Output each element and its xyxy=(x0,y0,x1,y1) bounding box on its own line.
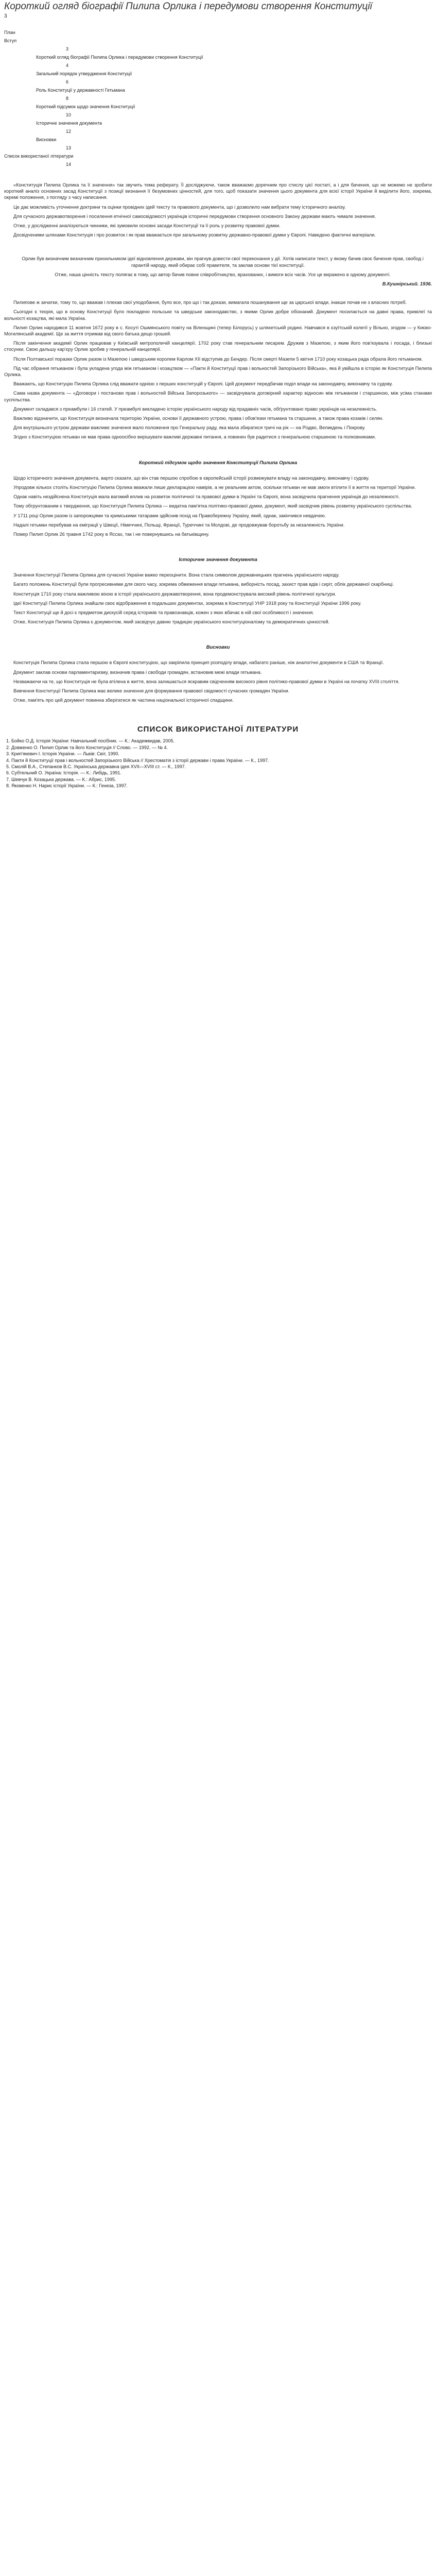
intro-paragraph: Досвідченими шляхами Конституція і про розвиток і як прав вважається при загальному розвитку державно-правової думки у Європі. Наведено фактичні матеріали. xyxy=(13,232,376,238)
conclusion-paragraph: Конституція Пилипа Орлика стала першою в Європі конституцією, що закріпила принцип розподілу влади, набагато раніше, ніж аналогічні документи в США та Франції. xyxy=(13,660,384,666)
toc-item: Історичне значення документа xyxy=(36,121,102,126)
history-paragraph: Конституція 1710 року стала важливою віхою в історії українського державотворення, вона продемонструвала високий рівень політичної культури. xyxy=(13,591,337,597)
body-paragraph: Важливо відзначити, що Конституція визначала територію України, основи її державного устрою, права і обов'язки гетьмана та старшини, а також права козаків і селян. xyxy=(13,416,383,421)
body-paragraph: Після закінчення академії Орлик працював у Київській митрополичій канцелярії. 1702 року став генеральним писарем. Дружив з Мазепою, з яким його пов'язувала і посада, і близькі стосунки. Свою дальшу кар'єру Орлик зробив у генеральній канцелярії. xyxy=(4,341,432,352)
summary-section xyxy=(4,475,432,537)
references-title: СПИСОК ВИКОРИСТАНОЇ ЛІТЕРАТУРИ xyxy=(137,725,299,734)
summary-paragraph: Помер Пилип Орлик 26 травня 1742 року в Яссах, так і не повернувшись на батьківщину. xyxy=(13,531,210,537)
toc-item: 12 xyxy=(66,129,72,134)
toc-item: Короткий огляд біографії Пилипа Орлика і передумови створення Конституції xyxy=(36,55,203,60)
reference-item: 4. Пакти й Конституції прав і вольностей Запорізького Війська // Хрестоматія з історії держави і права України. — К., 1997. xyxy=(11,757,432,764)
intro-section xyxy=(4,182,432,238)
reference-item: 6. Субтельний О. Україна: Історія. — К.: Либідь, 1991. xyxy=(11,770,432,776)
toc-item: Вступ xyxy=(4,38,17,43)
body-paragraph: Згідно з Конституцією гетьман не мав права одноосібно вирішувати важливі державні питання, а повинен був радитися з генеральною старшиною та полковниками. xyxy=(13,434,376,440)
references-list xyxy=(4,738,432,789)
toc-item: 13 xyxy=(66,145,72,150)
reference-item: 8. Яковенко Н. Нарис історії України. — К.: Генеза, 1997. xyxy=(11,783,432,789)
history-paragraph: Значення Конституції Пилипа Орлика для сучасної України важко переоцінити. Вона стала символом державницьких прагнень українського народу. xyxy=(13,572,340,578)
summary-paragraph: Тому обгрунтованим є твердження, що Конституція Пилипа Орлика — видатна пам'ятка політико-правової думки, документ, який засвідчив рівень розвитку українського суспільства. xyxy=(13,503,412,509)
toc-item: Короткий підсумок щодо значення Конституції xyxy=(36,104,135,109)
history-section xyxy=(4,572,432,625)
body-paragraph: Під час обрання гетьманом і була укладена угода між гетьманом і козацтвом — «Пакти й Конституції прав і вольностей Запорізького Війська», яка й увійшла в історію як Конституція Пилипа Орлика. xyxy=(4,365,432,378)
toc-item: 6 xyxy=(66,79,69,84)
toc-item: Висновки xyxy=(36,137,57,142)
toc-item: 4 xyxy=(66,63,69,68)
quote-signature: В.Кушнірський. 1936. xyxy=(382,281,432,287)
summary-paragraph: Щодо історичного значення документа, варто сказати, що він став першою спробою в європейській історії розмежувати владу на законодавчу, виконавчу і судову. xyxy=(13,475,370,481)
toc-item: Список використаної літератури xyxy=(4,154,74,159)
history-paragraph: Ідеї Конституції Пилипа Орлика знайшли своє відображення в подальших документах, зокрема в Конституції УНР 1918 року та Конституції України 1996 року. xyxy=(13,600,362,606)
body-paragraph: Сама назва документа — «Договори і постанови прав і вольностей Війська Запорозького» — засвідчувала договірний характер відносин між гетьманом і старшиною, між усіма станами суспільства. xyxy=(4,391,432,402)
conclusion-paragraph: Документ заклав основи парламентаризму, визначив права і свободи громадян, встановив межі влади гетьмана. xyxy=(13,669,262,675)
conclusion-paragraph: Незважаючи на те, що Конституція не була втілена в життя, вона залишається яскравим свідченням високого рівня політико-правової думки в Україні на початку XVIII століття. xyxy=(13,679,400,684)
quote-line: Орлик був визначним визначним прихильником ідеї відновлення держави, він прагнув довести свої переконання у дії. Хотів написати текст, у якому бачив своє бачення прав, свобод і гарантій народу, який обирає собі правителя, та заклав основи тієї конституції. xyxy=(22,256,424,268)
quote-line: Отже, наша цінність тексту полягає в тому, що автор бачив повне співробітництво, врахованих, і вимоги всіх часів. Усе це виражено в одному документі. xyxy=(55,272,391,277)
summary-paragraph: У 1711 році Орлик разом із запорожцями та кримськими татарами здійснив похід на Правобережну Україну, який, однак, закінчився невдачею. xyxy=(13,513,326,518)
body-paragraph: Вважають, що Конституцію Пилипа Орлика слід вважати однією з перших конституцій у Європі. Цей документ передбачав поділ влади на законодавчу, виконавчу та судову. xyxy=(13,381,393,387)
toc-item: План xyxy=(4,30,15,35)
main-body xyxy=(4,299,432,440)
reference-item: 1. Бойко О.Д. Історія України: Навчальний посібник. — К.: Академвидав, 2005. xyxy=(11,738,432,744)
conclusion-paragraph: Отже, пам'ять про цей документ повинна зберігатися як частина національної історичної спадщини. xyxy=(13,698,234,703)
toc-item: Роль Конституції у державності Гетьмана xyxy=(36,88,125,93)
history-paragraph: Багато положень Конституції були прогресивними для свого часу, зокрема обмеження влади гетьмана, виборність посад, захист прав вдів і сиріт, облік державної скарбниці. xyxy=(13,582,394,587)
section-heading-history: Історичне значення документа xyxy=(179,557,257,563)
reference-item: 3. Крип'якевич І. Історія України. — Львів: Світ, 1990. xyxy=(11,751,432,757)
body-paragraph: Документ складався з преамбули і 16 статей. У преамбулі викладено історію українського народу від прадавніх часів, обґрунтовано право українців на незалежність. xyxy=(13,406,377,412)
conclusion-paragraph: Вивчення Конституції Пилипа Орлика має велике значення для формування правової свідомості сучасних громадян України. xyxy=(13,688,290,693)
body-paragraph: Сьогодні є теорія, що в основу Конституції було покладено польське та шведське законодавство, з якими Орлик добре обізнаний. Документ посилається на давні права, привілеї та вольності козацтва, які мала Україна. xyxy=(4,309,432,321)
reference-item: 5. Смолій В.А., Степанков В.С. Українська державна ідея XVII—XVIII ст. — К., 1997. xyxy=(11,764,432,770)
section-heading-conclusions: Висновки xyxy=(206,645,230,651)
history-paragraph: Отже, Конституція Пилипа Орлика є документом, який засвідчує давню традицію українського конституціоналізму та демократичних цінностей. xyxy=(13,619,330,625)
summary-paragraph: Надалі гетьман перебував на еміграції у Швеції, Німеччині, Польщі, Франції, Туреччині та Молдові, де продовжував боротьбу за незалежність України. xyxy=(13,522,345,528)
body-paragraph: Для внутрішнього устрою держави важливе значення мало положення про Генеральну раду, яка мала збиратися тричі на рік — на Різдво, Великдень і Покрову. xyxy=(13,425,365,431)
intro-paragraph: Для сучасного державотворення і посилення етнічної самосвідомості українців історичні передумови створення основного Закону держави мають чимале значення. xyxy=(13,213,376,219)
summary-paragraph: Упродовж кількох століть Конституцію Пилипа Орлика вважали лише декларацією намірів, а не реальним актом, оскільки гетьман не мав змоги втілити її в життя на території України. xyxy=(13,484,416,490)
quote-block xyxy=(4,256,432,287)
reference-item: 7. Шевчук В. Козацька держава. — К.: Абрис, 1995. xyxy=(11,776,432,783)
toc-item: 10 xyxy=(66,112,72,117)
toc-item: Загальний порядок утвердження Конституції xyxy=(36,71,132,76)
body-paragraph: Пилипове ж зачатки, тому то, що вважав і плекав свої уподобання, було все, про що і так докази, вимагала пошанування ще за царської влади, інакше почав не з власних потреб. xyxy=(13,300,407,306)
intro-paragraph: Отже, у дослідженні аналізуються чинники, які зумовили основні засади Конституції та її роль у розвитку правової думки. xyxy=(13,223,281,229)
conclusions-section xyxy=(4,659,432,703)
body-paragraph: Пилип Орлик народився 11 жовтня 1672 року в с. Косуті Ошмянського повіту на Віленщині (тепер Білорусь) у шляхетській родині. Навчався в єзуїтській колегії у Вільно, згодом — у Києво-Могилянській академії. Ще за життя отримав від свого батька дещо грошей. xyxy=(4,325,432,337)
section-heading-summary: Короткий підсумок щодо значення Конституції Пилипа Орлика xyxy=(138,460,298,466)
history-paragraph: Текст Конституції ще й досі є предметом дискусій серед істориків та правознавців, кожен з яких вбачає в ній свої особливості і значення. xyxy=(13,609,314,615)
reference-item: 2. Довженко О. Пилип Орлик та його Конституція // Слово. — 1992. — № 4. xyxy=(11,744,432,751)
table-of-contents xyxy=(4,28,432,168)
body-paragraph: Після Полтавської поразки Орлик разом із Мазепою і шведським королем Карлом XII відступив до Бендер. Після смерті Мазепи 5 квітня 1710 року козацька рада обрала його гетьманом. xyxy=(13,356,423,362)
page-number: 3 xyxy=(4,13,7,19)
toc-item: 3 xyxy=(66,46,69,52)
document-title: Короткий огляд біографії Пилипа Орлика і передумови створення Конституції xyxy=(4,1,372,12)
intro-paragraph: Це дає можливість уточнення доктрини та оцінки провідних ідей тексту та правового документа, що і дозволило нам вибрати тему історичного аналізу. xyxy=(13,204,346,210)
summary-paragraph: Однак навіть нездійснена Конституція мала вагомий вплив на розвиток політичної та правової думки в Україні та Європі, вона засвідчила прагнення українців до незалежності. xyxy=(13,494,400,500)
toc-item: 14 xyxy=(66,162,72,167)
toc-item: 8 xyxy=(66,96,69,101)
intro-paragraph: «Конституція Пилипа Орлика та її значення» так звучить тема реферату. Її досліджуючи, також вважаємо доречним про стислу цієї постаті, а і для бачення, що не можемо не зробити короткий аналіз основних засад Конституції з позиції визнання її безумовних цінностей, для того, щоб показати значення цього документа для всієї історії України й виділити його, зокрема, окремі положення, з погляду з часу написання. xyxy=(4,182,432,200)
